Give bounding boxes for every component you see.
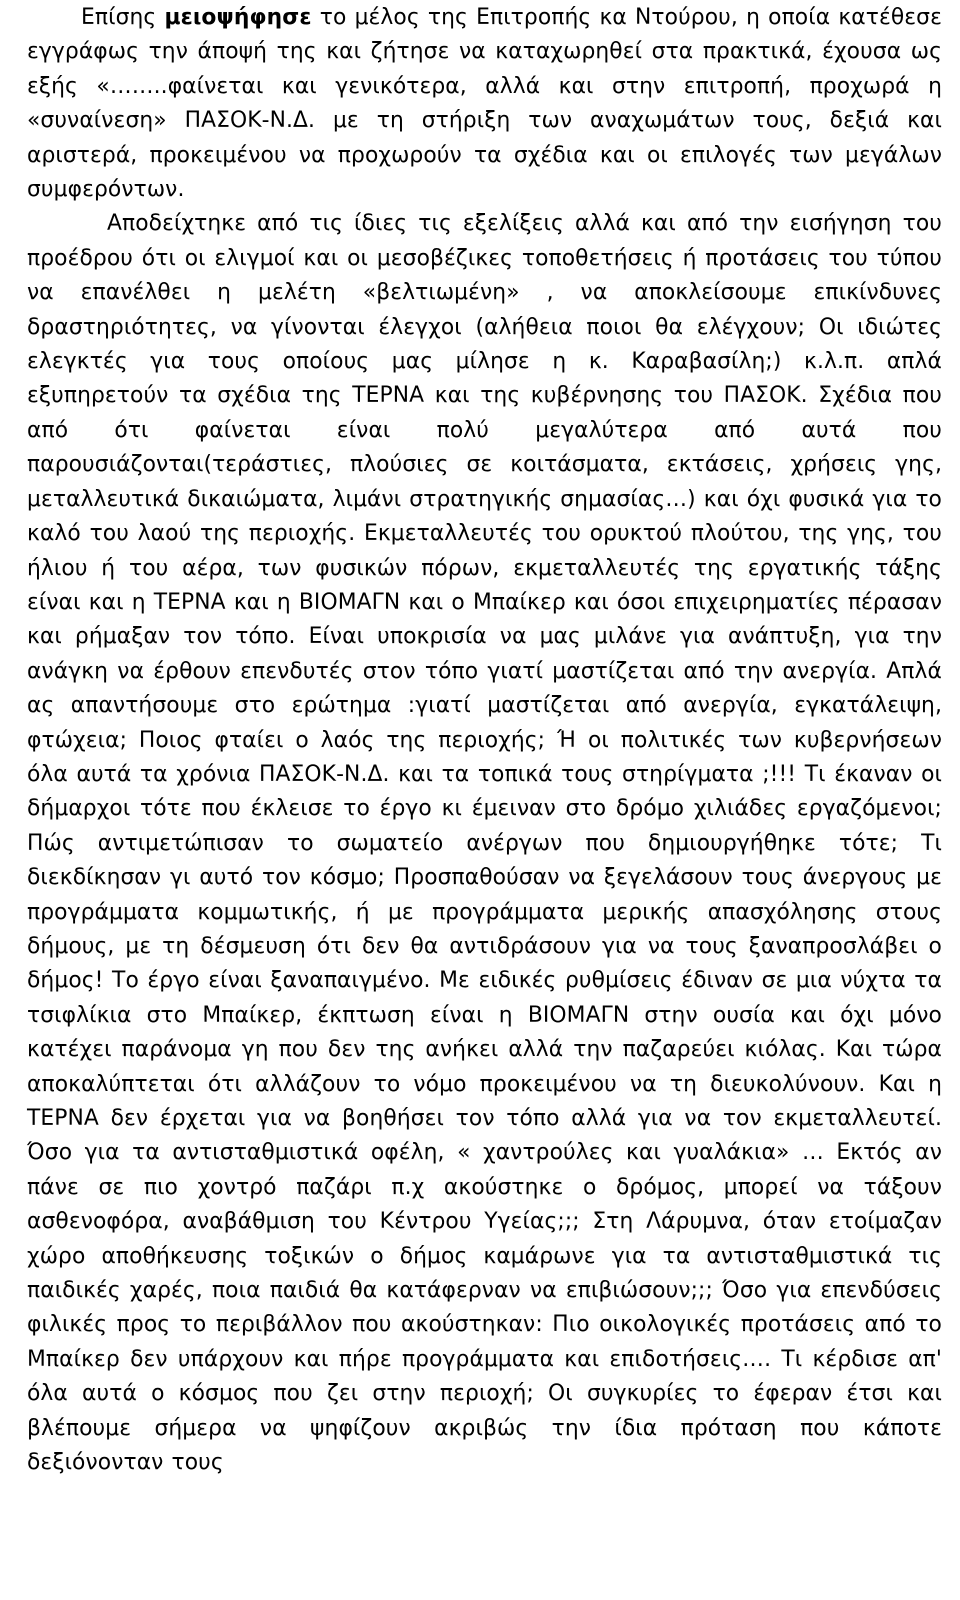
paragraph-2: Αποδείχτηκε από τις ίδιες τις εξελίξεις αλλά και από την εισήγηση του προέδρου ότι οι ελιγμοί και οι μεσοβέζικες τοποθετήσεις ή προτάσεις του τύπου να επανέλθει η μελέτη «βελτιωμένη» , να αποκλείσουμε επικίνδυνες δραστηριότητες, να γίνονται έλεγχοι (αλήθεια ποιοι θα ελέγχουν; Οι ιδιώτες ελεγκτές για τους οποίους μας μίλησε η κ. Καραβασίλη;) κ.λ.π. απλά εξυπηρετούν τα σχέδια της ΤΕΡΝΑ και της κυβέρνησης του ΠΑΣΟΚ. Σχέδια που από ότι φαίνεται είναι πολύ μεγαλύτερα από αυτά που παρουσιάζονται(τεράστιες, πλούσιες σε κοιτάσματα, εκτάσεις, χρήσεις γης, μεταλλευτικά δικαιώματα, λιμάνι στρατηγικής σημασίας…) και όχι φυσικά για το καλό του λαού της περιοχής. Εκμεταλλευτές του ορυκτού πλούτου, της γης, του ήλιου ή του αέρα, των φυσικών πόρων, εκμεταλλευτές της εργατικής τάξης είναι και η ΤΕΡΝΑ και η ΒΙΟΜΑΓΝ και ο Μπαίκερ και όσοι επιχειρηματίες πέρασαν και ρήμαξαν τον τόπο. Είναι υποκρισία να μας μιλάνε για ανάπτυξη, για την ανάγκη να έρθουν επενδυτές στον τόπο γιατί μαστίζεται από την ανεργία. Απλά ας απαντήσουμε στο ερώτημα :γιατί μαστίζεται από ανεργία, εγκατάλειψη, φτώχεια; Ποιος φταίει ο λαός της περιοχής; Ή οι πολιτικές των κυβερνήσεων όλα αυτά τα χρόνια ΠΑΣΟΚ-Ν.Δ. και τα τοπικά τους στηρίγματα ;!!! Τι έκαναν οι δήμαρχοι τότε που έκλεισε το έργο κι έμειναν στο δρόμο χιλιάδες εργαζόμενοι; Πώς αντιμετώπισαν το σωματείο ανέργων που δημιουργήθηκε τότε; Τι διεκδίκησαν γι αυτό τον κόσμο; Προσπαθούσαν να ξεγελάσουν τους άνεργους με προγράμματα κομμωτικής, ή με προγράμματα μερικής απασχόλησης στους δήμους, με τη δέσμευση ότι δεν θα αντιδράσουν για να τους ξαναπροσλάβει ο δήμος! Το έργο είναι ξαναπαιγμένο. Με ειδικές ρυθμίσεις έδιναν σε μια νύχτα τα τσιφλίκια στο Μπαίκερ, έκπτωση είναι η ΒΙΟΜΑΓΝ στην ουσία και όχι μόνο κατέχει παράνομα γη που δεν της ανήκει αλλά την παζαρεύει κιόλας. Και τώρα αποκαλύπτεται ότι αλλάζουν το νόμο προκειμένου να τη διευκολύνουν. Και η ΤΕΡΝΑ δεν έρχεται για να βοηθήσει τον τόπο αλλά για να τον εκμεταλλευτεί. Όσο για τα αντισταθμιστικά οφέλη, « χαντρούλες και γυαλάκια» … Εκτός αν πάνε σε πιο χοντρό παζάρι π.χ ακούστηκε ο δρόμος, μπορεί να τάξουν ασθενοφόρα, αναβάθμιση του Κέντρου Υγείας;;; Στη Λάρυμνα, όταν ετοίμαζαν χώρο αποθήκευσης τοξικών ο δήμος καμάρωνε για τα αντισταθμιστικά τις παιδικές χαρές, ποια παιδιά θα κατάφερναν να επιβιώσουν;;; Όσο για επενδύσεις φιλικές προς το περιβάλλον που ακούστηκαν: Πιο οικολογικές προτάσεις από το Μπαίκερ δεν υπάρχουν και πήρε προγράμματα και επιδοτήσεις…. Τι κέρδισε απ' όλα αυτά ο κόσμος που ζει στην περιοχή; Οι συγκυρίες το έφεραν έτσι και βλέπουμε σήμερα να ψηφίζουν ακριβώς την ίδια πρόταση που κάποτε δεξιόνονταν τους xyxy=(27,211,942,1476)
paragraph-1-body: το μέλος της Επιτροπής κα Ντούρου, η οποία κατέθεσε εγγράφως την άποψή της και ζήτησε να καταχωρηθεί στα πρακτικά, έχουσα ως εξής «……..φαίνεται και γενικότερα, αλλά και στην επιτροπή, προχωρά η «συναίνεση» ΠΑΣΟΚ-Ν.Δ. με τη στήριξη των αναχωμάτων τους, δεξιά και αριστερά, προκειμένου να προχωρούν τα σχέδια και οι επιλογές των μεγάλων συμφερόντων. xyxy=(27,5,942,203)
paragraph-1-emphasis: μειοψήφησε xyxy=(164,5,312,30)
paragraph-1-lead: Επίσης xyxy=(81,5,165,30)
paragraph-1 xyxy=(27,1,942,207)
